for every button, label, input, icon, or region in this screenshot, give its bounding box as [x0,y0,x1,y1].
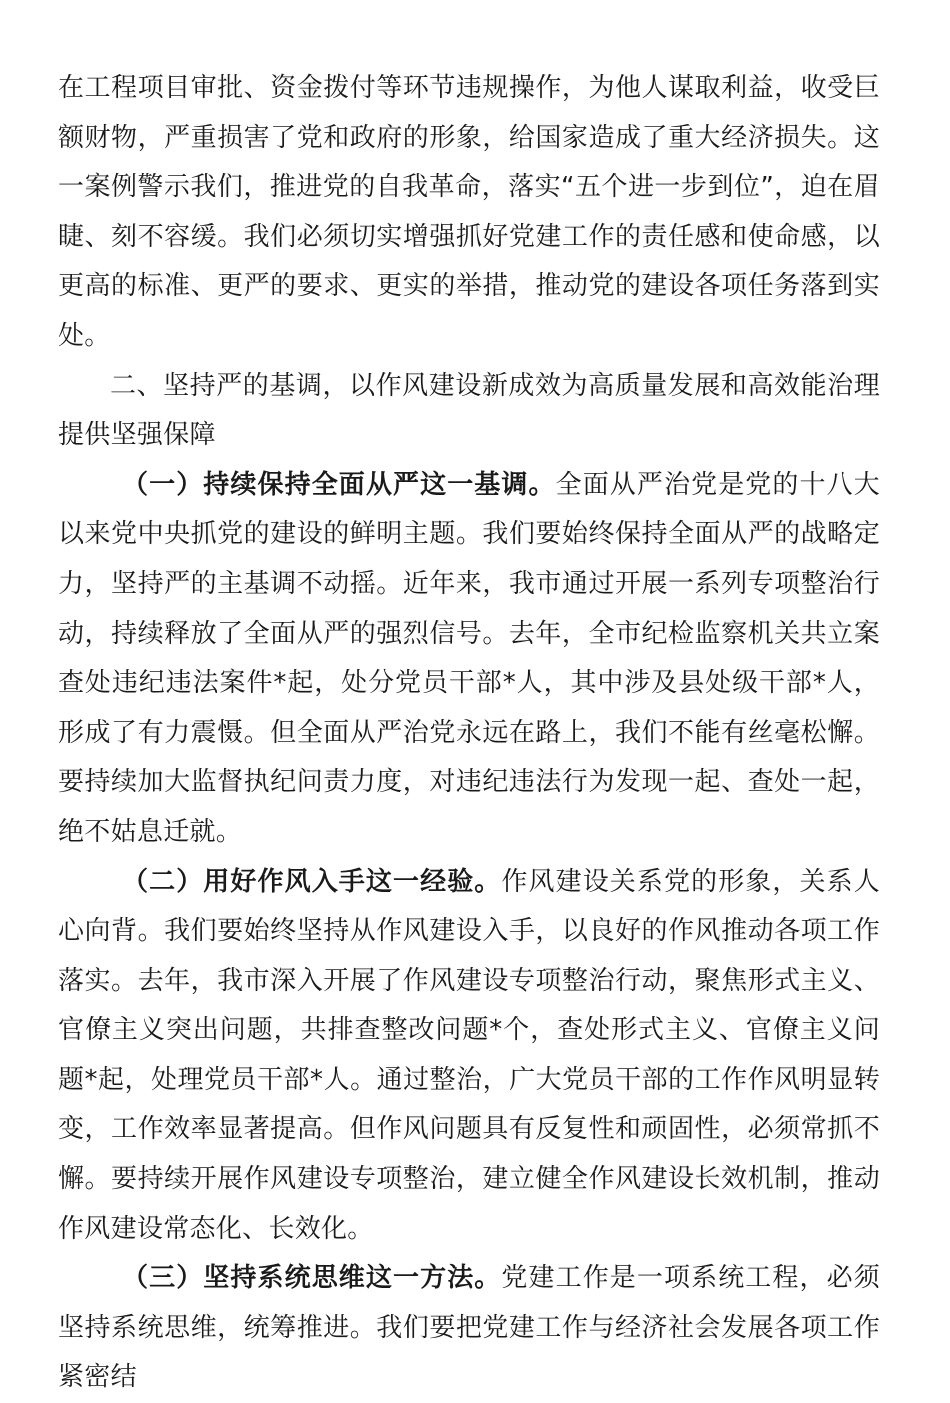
paragraph-text: 在工程项目审批、资金拨付等环节违规操作，为他人谋取利益，收受巨额财物，严重损害了党和政府的形象，给国家造成了重大经济损失。这一案例警示我们，推进党的自我革命，落实“五个进一步到位”，迫在眉睫、刻不容缓。我们必须切实增强抓好党建工作的责任感和使命感，以更高的标准、更严的要求、更实的举措，推动党的建设各项任务落到实处。 [58,73,880,351]
subsection-heading-three: （三）坚持系统思维这一方法。 [122,1263,502,1294]
paragraph-text: 全面从严治党是党的十八大以来党中央抓党的建设的鲜明主题。我们要始终保持全面从严的战略定力，坚持严的主基调不动摇。近年来，我市通过开展一系列专项整治行动，持续释放了全面从严的强烈信号。去年，全市纪检监察机关共立案查处违纪违法案件*起，处分党员干部*人，其中涉及县处级干部*人，形成了有力震慑。但全面从严治党永远在路上，我们不能有丝毫松懈。要持续加大监督执纪问责力度，对违纪违法行为发现一起、查处一起，绝不姑息迁就。 [58,469,880,847]
document-page [58,64,880,1403]
section-heading-text: 二、坚持严的基调，以作风建设新成效为高质量发展和高效能治理提供坚强保障 [58,370,880,451]
paragraph-subsection-two [58,858,880,1255]
subsection-heading-one: （一）持续保持全面从严这一基调。 [122,469,556,500]
paragraph-text: 党建工作是一项系统工程，必须坚持系统思维，统筹推进。我们要把党建工作与经济社会发展各项工作紧密结 [58,1263,881,1393]
paragraph-text: 作风建设关系党的形象，关系人心向背。我们要始终坚持从作风建设入手，以良好的作风推动各项工作落实。去年，我市深入开展了作风建设专项整治行动，聚焦形式主义、官僚主义突出问题，共排查整改问题*个，查处形式主义、官僚主义问题*起，处理党员干部*人。通过整治，广大党员干部的工作作风明显转变，工作效率显著提高。但作风问题具有反复性和顽固性，必须常抓不懈。要持续开展作风建设专项整治，建立健全作风建设长效机制，推动作风建设常态化、长效化。 [58,866,881,1244]
paragraph-subsection-one [58,461,880,858]
subsection-heading-two: （二）用好作风入手这一经验。 [122,866,502,897]
section-heading-two [58,362,880,461]
paragraph-subsection-three [58,1254,880,1403]
paragraph-case-warning [58,64,880,362]
